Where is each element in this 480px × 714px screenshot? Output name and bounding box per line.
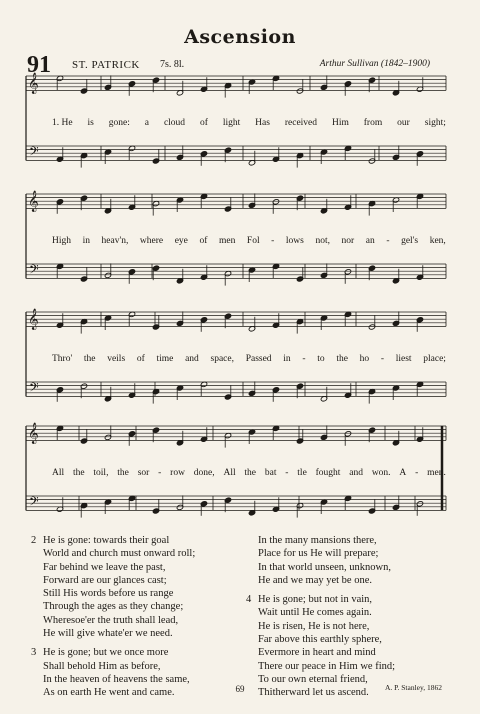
composer: Arthur Sullivan (1842–1900) [319, 59, 430, 69]
lyric-line-2 [52, 236, 446, 246]
lyric-syllable: Fol [246, 236, 260, 246]
verse-line: Far above this earthly sphere, [258, 634, 382, 646]
lyric-syllable: eye [174, 236, 188, 246]
lyric-syllable: and [185, 354, 199, 364]
verse-line: 3 He is gone; but we once more [31, 647, 169, 659]
lyric-syllable: gone: [108, 118, 130, 128]
lyric-syllable: not, [315, 236, 330, 246]
lyric-syllable: ken, [429, 236, 446, 246]
verse-line: Still His words before us range [43, 588, 174, 600]
verse-line: In the heaven of heavens the same, [43, 673, 190, 685]
lyric-syllable: nor [341, 236, 355, 246]
verse [246, 534, 451, 587]
lyric-syllable: a [144, 118, 150, 128]
verse-line: In the many mansions there, [258, 535, 377, 546]
treble-clef: 𝄞 [28, 191, 39, 212]
verse-line: He will give whate'er we need. [43, 628, 173, 640]
lyric-syllable: light [222, 118, 241, 128]
verse-line: Wait until He comes again. [258, 607, 372, 619]
lyric-syllable: the [83, 354, 96, 364]
treble-clef: 𝄞 [28, 73, 39, 94]
lyric-syllable: - [271, 236, 275, 246]
lyric-line-1 [52, 118, 446, 128]
verse-line: Evermore in heart and mind [258, 647, 376, 659]
lyric-syllable: Thro' [52, 354, 73, 364]
verses-right-column [246, 534, 451, 706]
verse-line: There our peace in Him we find; [258, 660, 396, 672]
lyric-syllable: the [72, 468, 85, 478]
lyric-syllable: fought [315, 468, 341, 478]
lyric-syllable: lows [285, 236, 304, 246]
lyric-line-3 [52, 354, 446, 364]
lyric-syllable: All [52, 468, 65, 478]
lyric-syllable: an [365, 236, 375, 246]
verse-line: Through the ages as they change; [43, 601, 184, 613]
lyric-syllable: space, [210, 354, 234, 364]
lyric-syllable: of [199, 118, 208, 128]
lyric-syllable: time [156, 354, 174, 364]
lyric-syllable: - [302, 354, 306, 364]
verse-number: 3 [31, 647, 37, 659]
lyric-syllable: Has [255, 118, 270, 128]
lyric-syllable: of [136, 354, 145, 364]
lyric-line-4 [52, 468, 446, 478]
verses [31, 534, 447, 699]
lyric-syllable: ho [359, 354, 370, 364]
verse-line: Thitherward let us ascend. [258, 687, 369, 699]
lyric-syllable: is [87, 118, 94, 128]
author-credit: A. P. Stanley, 1862 [384, 683, 442, 692]
lyric-syllable: Passed [245, 354, 272, 364]
lyric-syllable: in [82, 236, 90, 246]
lyric-syllable: heav'n, [101, 236, 129, 246]
lyric-syllable: sor [137, 468, 150, 478]
bass-clef: 𝄢 [29, 494, 39, 512]
verse-line: Far behind we leave the past, [43, 561, 166, 573]
verse-line: Place for us He will prepare; [258, 548, 379, 560]
lyric-syllable: All [223, 468, 236, 478]
lyric-syllable: from [363, 118, 383, 128]
lyric-syllable: row [170, 468, 185, 478]
lyric-syllable: 1. He [52, 118, 73, 128]
lyric-syllable: received [284, 118, 318, 128]
lyric-syllable: sight; [424, 118, 446, 128]
verse-line: To our own eternal friend, [258, 673, 368, 685]
lyric-syllable: where [139, 236, 164, 246]
lyric-syllable: to [317, 354, 325, 364]
lyric-syllable: toil, [93, 468, 109, 478]
treble-clef: 𝄞 [28, 309, 39, 330]
section-title: Ascension [184, 26, 296, 48]
verse-line: World and church must onward roll; [43, 548, 196, 560]
lyric-syllable: in [283, 354, 291, 364]
verse-line: He is risen, He is not here, [258, 620, 370, 632]
bass-clef: 𝄢 [29, 144, 39, 162]
hymn-number: 91 [27, 52, 51, 78]
lyric-syllable: cloud [163, 118, 186, 128]
lyric-syllable: and [349, 468, 363, 478]
verses-left-column [31, 534, 236, 706]
lyric-syllable: our [397, 118, 410, 128]
bass-clef: 𝄢 [29, 380, 39, 398]
verse [31, 534, 236, 640]
lyric-syllable: bat [264, 468, 277, 478]
lyric-syllable: the [117, 468, 129, 478]
verse-line: Forward are our glances cast; [43, 574, 167, 586]
verse-line: As on earth He went and came. [43, 687, 175, 699]
lyric-syllable: veils [107, 354, 126, 364]
lyric-syllable: men. [427, 468, 446, 478]
page-number: 69 [235, 684, 245, 694]
verse-line: 2 He is gone: towards their goal [31, 535, 170, 546]
lyric-syllable: - [415, 468, 419, 478]
bass-clef: 𝄢 [29, 262, 39, 280]
lyric-syllable: High [52, 236, 71, 246]
lyric-syllable: the [244, 468, 257, 478]
lyric-syllable: done, [193, 468, 215, 478]
verse-line: He and we may yet be one. [258, 574, 372, 586]
lyric-syllable: gel's [401, 236, 419, 246]
lyric-syllable: Him [331, 118, 349, 128]
lyric-syllable: liest [395, 354, 412, 364]
lyric-syllable: - [285, 468, 289, 478]
verse-line: 4 He is gone; but not in vain, [246, 594, 373, 606]
tune-name: ST. PATRICK [72, 59, 140, 71]
verse-line: Shall behold Him as before, [43, 660, 161, 672]
lyric-syllable: won. [371, 468, 391, 478]
verse-number: 4 [246, 594, 252, 606]
treble-clef: 𝄞 [28, 423, 39, 444]
lyric-syllable: - [386, 236, 390, 246]
lyric-syllable: tle [297, 468, 307, 478]
lyric-syllable: - [380, 354, 385, 364]
lyric-syllable: of [199, 236, 208, 246]
meter: 7s. 8l. [160, 59, 185, 70]
verse-line: In that world unseen, unknown, [258, 561, 391, 573]
verse-number: 2 [31, 535, 37, 546]
lyric-syllable: men [218, 236, 236, 246]
lyric-syllable: - [158, 468, 162, 478]
lyric-syllable: A [399, 468, 407, 478]
lyric-syllable: the [336, 354, 348, 364]
lyric-syllable: place; [423, 354, 446, 364]
verse-line: Wheresoe'er the truth shall lead, [43, 614, 179, 626]
